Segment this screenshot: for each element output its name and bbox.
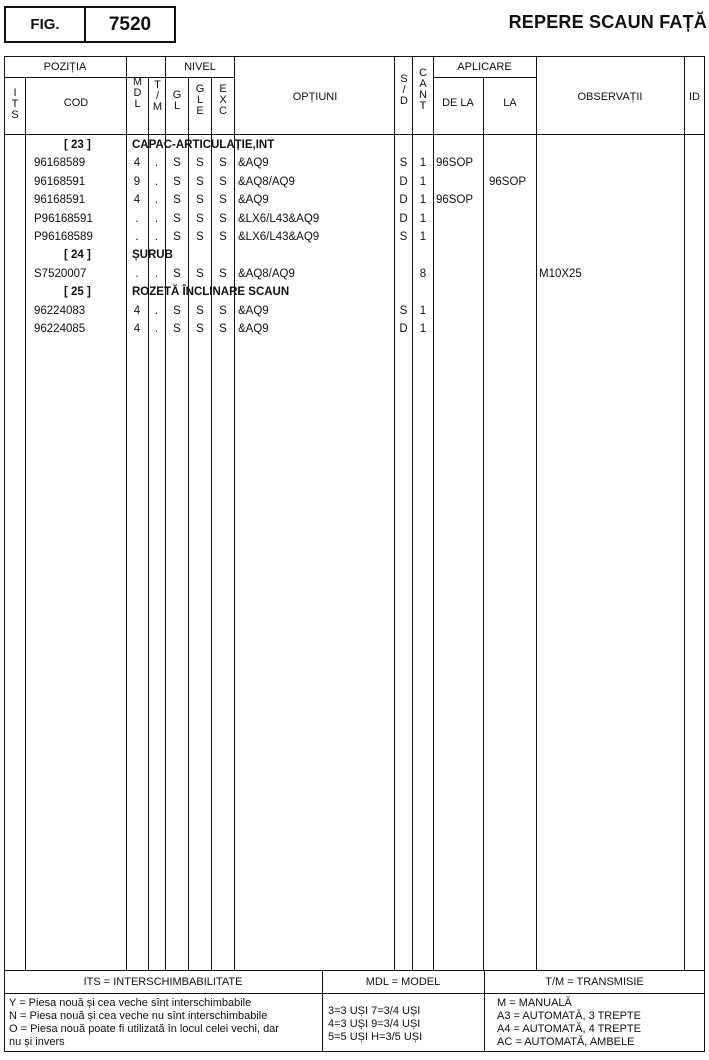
option-code: &LX6/L43&AQ9: [238, 213, 320, 225]
gl-value: S: [173, 213, 181, 225]
to-date: 96SOP: [489, 176, 527, 188]
exc-value: S: [219, 231, 227, 243]
gle-value: S: [196, 176, 204, 188]
quantity: 1: [419, 157, 427, 169]
header-its: I T S: [11, 87, 19, 121]
column-line: [234, 56, 235, 970]
gl-value: S: [173, 323, 181, 335]
gl-value: S: [173, 194, 181, 206]
column-line: [433, 56, 434, 970]
figure-box: [4, 6, 176, 43]
mdl-value: 4: [133, 323, 141, 335]
sd-value: D: [399, 323, 408, 335]
header-aplicare: APLICARE: [457, 61, 512, 73]
part-code: 96168589: [34, 157, 86, 169]
observation: M10X25: [539, 268, 582, 280]
header-exc: E X C: [219, 83, 227, 117]
part-code: 96224083: [34, 305, 86, 317]
legend-tm-line: A4 = AUTOMATĂ, 4 TREPTE: [497, 1023, 641, 1035]
sd-value: D: [399, 176, 408, 188]
part-code: P96168589: [34, 231, 93, 243]
exc-value: S: [219, 305, 227, 317]
legend-tm-title: T/M = TRANSMISIE: [545, 976, 644, 988]
group-description: ȘURUB: [132, 249, 173, 261]
header-gle: G L E: [195, 83, 205, 117]
tm-value: .: [154, 268, 159, 280]
part-code: 96224085: [34, 323, 86, 335]
sd-value: S: [399, 231, 408, 243]
header-de-la: DE LA: [442, 97, 474, 109]
group-position: [ 24 ]: [64, 249, 91, 261]
page-title: REPERE SCAUN FAȚĂ: [508, 12, 707, 32]
tm-value: .: [154, 176, 159, 188]
gle-value: S: [196, 157, 204, 169]
legend-mdl-title: MDL = MODEL: [365, 976, 441, 988]
divider: [433, 77, 536, 78]
gle-value: S: [196, 194, 204, 206]
sd-value: D: [399, 213, 408, 225]
option-code: &AQ8/AQ9: [238, 268, 295, 280]
tm-value: .: [154, 305, 159, 317]
mdl-value: .: [135, 231, 139, 243]
exc-value: S: [219, 268, 227, 280]
header-nivel: NIVEL: [184, 61, 216, 73]
mdl-value: 4: [133, 305, 141, 317]
header-cod: COD: [63, 97, 89, 109]
header-mdl: M D L: [132, 76, 143, 110]
header-gl: G L: [172, 89, 182, 112]
legend-top-line: [4, 970, 705, 971]
legend-tm-line: A3 = AUTOMATĂ, 3 TREPTE: [497, 1010, 641, 1022]
header-pozitia: POZIȚIA: [43, 61, 87, 73]
mdl-value: 4: [133, 194, 141, 206]
column-line: [536, 56, 537, 970]
sd-value: D: [399, 194, 408, 206]
quantity: 1: [419, 194, 427, 206]
legend-its-line: O = Piesa nouă poate fi utilizată în locul celei vechi, dar: [9, 1023, 279, 1035]
fig-number: 7520: [108, 14, 152, 35]
part-code: S7520007: [34, 268, 87, 280]
header-observatii: OBSERVAȚII: [577, 91, 643, 103]
header-cant: C A N T: [419, 67, 427, 112]
mdl-value: .: [135, 268, 139, 280]
from-date: 96SOP: [436, 194, 474, 206]
tm-value: .: [154, 323, 159, 335]
gl-value: S: [173, 305, 181, 317]
tm-value: .: [154, 231, 159, 243]
quantity: 1: [419, 323, 427, 335]
exc-value: S: [219, 194, 227, 206]
parts-table: [4, 56, 705, 1052]
legend-title-line: [4, 993, 705, 994]
header-sd: S / D: [400, 73, 408, 107]
part-code: 96168591: [34, 194, 86, 206]
option-code: &AQ8/AQ9: [238, 176, 295, 188]
gl-value: S: [173, 268, 181, 280]
exc-value: S: [219, 176, 227, 188]
quantity: 1: [419, 305, 427, 317]
legend-its-line: N = Piesa nouă și cea veche nu sînt interschimbabile: [9, 1010, 268, 1022]
exc-value: S: [219, 323, 227, 335]
divider: [4, 77, 234, 78]
tm-value: .: [154, 194, 159, 206]
option-code: &AQ9: [238, 194, 269, 206]
gle-value: S: [196, 213, 204, 225]
quantity: 1: [419, 176, 427, 188]
gle-value: S: [196, 231, 204, 243]
tm-value: .: [154, 157, 159, 169]
legend-divider: [322, 970, 323, 1052]
tm-value: .: [154, 213, 159, 225]
header-tm: T / M: [152, 79, 163, 113]
part-code: P96168591: [34, 213, 93, 225]
gle-value: S: [196, 268, 204, 280]
sd-value: S: [399, 305, 408, 317]
exc-value: S: [219, 213, 227, 225]
legend-tm-line: M = MANUALĂ: [497, 997, 572, 1009]
gl-value: S: [173, 157, 181, 169]
legend-its-line: Y = Piesa nouă și cea veche sînt interschimbabile: [9, 997, 252, 1009]
header-id: ID: [689, 91, 700, 103]
mdl-value: 4: [133, 157, 141, 169]
legend-its-line: nu și invers: [9, 1036, 65, 1048]
gl-value: S: [173, 231, 181, 243]
legend-mdl-line: 5=5 UȘI H=3/5 UȘI: [328, 1031, 423, 1043]
header-optiuni: OPȚIUNI: [292, 91, 338, 103]
gle-value: S: [196, 323, 204, 335]
mdl-value: .: [135, 213, 139, 225]
column-line: [483, 77, 484, 970]
legend-divider: [484, 970, 485, 1052]
legend-tm-line: AC = AUTOMATĂ, AMBELE: [497, 1036, 635, 1048]
gl-value: S: [173, 176, 181, 188]
legend-mdl-line: 3=3 UȘI 7=3/4 UȘI: [328, 1005, 421, 1017]
header-la: LA: [503, 97, 517, 109]
exc-value: S: [219, 157, 227, 169]
quantity: 1: [419, 231, 427, 243]
fig-label: FIG.: [6, 8, 86, 41]
sd-value: S: [399, 157, 408, 169]
legend-its-title: ITS = INTERSCHIMBABILITATE: [83, 976, 243, 988]
option-code: &AQ9: [238, 157, 269, 169]
group-position: [ 25 ]: [64, 286, 91, 298]
option-code: &LX6/L43&AQ9: [238, 231, 320, 243]
mdl-value: 9: [133, 176, 141, 188]
option-code: &AQ9: [238, 323, 269, 335]
group-description: CAPAC-ARTICULAȚIE,INT: [132, 139, 275, 151]
group-position: [ 23 ]: [64, 139, 91, 151]
from-date: 96SOP: [436, 157, 474, 169]
quantity: 8: [419, 268, 427, 280]
option-code: &AQ9: [238, 305, 269, 317]
legend-mdl-line: 4=3 UȘI 9=3/4 UȘI: [328, 1018, 421, 1030]
part-code: 96168591: [34, 176, 86, 188]
column-line: [25, 77, 26, 970]
column-line: [684, 56, 685, 970]
gle-value: S: [196, 305, 204, 317]
group-description: ROZETĂ ÎNCLINARE SCAUN: [132, 286, 290, 298]
header-bottom-line: [4, 134, 705, 135]
quantity: 1: [419, 213, 427, 225]
